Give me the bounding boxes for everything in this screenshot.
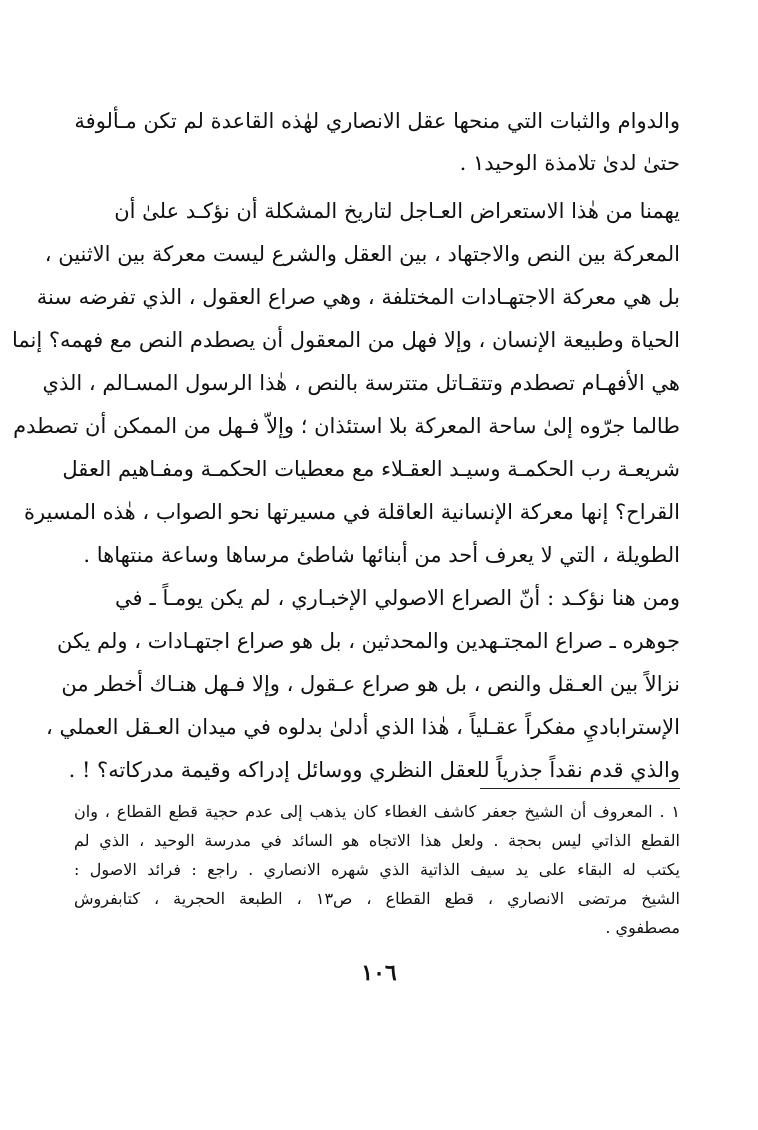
body-line: المعركة بين النص والاجتهاد ، بين العقل والشرع ليست معركة بين الاثنين ، [44, 242, 680, 266]
footnote-line: ١ . المعروف أن الشيخ جعفر كاشف الغطاء كان يذهب إلى عدم حجية قطع القطاع ، وان [74, 802, 680, 821]
body-line: والدوام والثبات التي منحها عقل الانصاري لهٰذه القاعدة لم تكن مـألوفة [74, 109, 680, 133]
body-line: نزالاً بين العـقل والنص ، بل هو صراع عـقول ، وإلا فـهل هنـاك أخطر من [61, 672, 680, 696]
page-number: ١٠٦ [361, 960, 397, 986]
body-line: طالما جرّوه إلىٰ ساحة المعركة بلا استئذان ؛ وإلاّ فـهل من الممكن أن تصطدم [13, 414, 680, 438]
body-line: والذي قدم نقداً جذرياً للعقل النظري ووسائل إدراكه وقيمة مدركاته؟ ! . [68, 758, 680, 782]
body-line: الطويلة ، التي لا يعرف أحد من أبنائها شاطئ مرساها وساعة منتهاها . [83, 543, 680, 567]
body-line: شريعـة رب الحكمـة وسيـد العقـلاء مع معطيات الحكمـة ومفـاهيم العقل [62, 457, 680, 481]
footnote-line: مصطفوي . [605, 918, 680, 937]
footnote-line: الشيخ مرتضى الانصاري ، قطع القطاع ، ص١٣ ، الطبعة الحجرية ، كتابفروش [74, 889, 680, 908]
body-line: الإستراباديِ مفكراً عقـلياً ، هٰذا الذي أدلىٰ بدلوه في ميدان العـقل العملي ، [46, 715, 680, 739]
body-line: حتىٰ لدىٰ تلامذة الوحيد١ . [459, 151, 680, 175]
body-line: بل هي معركة الاجتهـادات المختلفة ، وهي صراع العقول ، الذي تفرضه سنة [36, 285, 680, 309]
body-line: ومن هنا نؤكـد : أنّ الصراع الاصولي الإخبـاري ، لم يكن يومـاً ـ في [115, 586, 680, 610]
footnote-line: القطع الذاتي ليس بحجة . ولعل هذا الاتجاه هو السائد في مدرسة الوحيد ، الذي لم [74, 831, 680, 850]
footnote-separator [480, 788, 680, 789]
body-line: جوهره ـ صراع المجتـهدين والمحدثين ، بل هو صراع اجتهـادات ، ولم يكن [56, 629, 680, 653]
body-line: هي الأفهـام تصطدم وتتقـاتل متترسة بالنص ، هٰذا الرسول المسـالم ، الذي [42, 371, 680, 395]
footnote-line: يكتب له البقاء على يد سيف الذاتية الذي شهره الانصاري . راجع : فرائد الاصول : [74, 860, 680, 879]
body-line: يهمنا من هٰذا الاستعراض العـاجل لتاريخ المشكلة أن نؤكـد علىٰ أن [114, 199, 680, 223]
body-line: القراح؟ إنها معركة الإنسانية العاقلة في مسيرتها نحو الصواب ، هٰذه المسيرة [23, 500, 680, 524]
body-line: الحياة وطبيعة الإنسان ، وإلا فهل من المعقول أن يصطدم النص مع فهمه؟ إنما [11, 328, 680, 352]
